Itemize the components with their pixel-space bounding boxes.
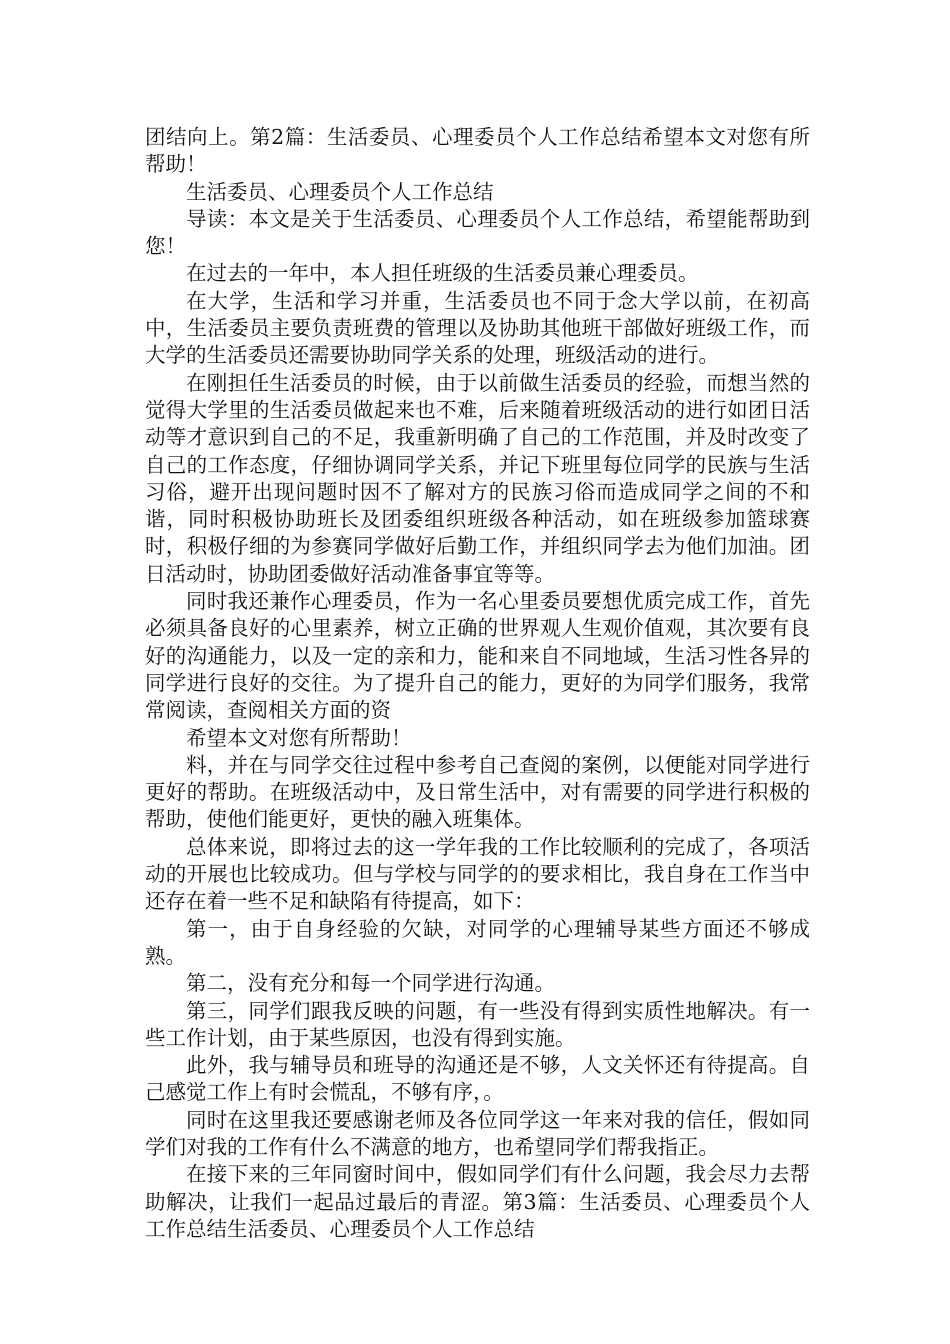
paragraph: 希望本文对您有所帮助！	[186, 725, 412, 750]
paragraph: 此外，我与辅导员和班导的沟通还是不够，人文关怀还有待提高。自己感觉工作上有时会慌乱，不够有序，。	[145, 1053, 810, 1105]
paragraph: 在刚担任生活委员的时候，由于以前做生活委员的经验，而想当然的觉得大学里的生活委员做起来也不难，后来随着班级活动的进行如团日活动等才意识到自己的不足，我重新明确了自己的工作范围，并及时改变了自己的工作态度，仔细协调同学关系，并记下班里每位同学的民族与生活习俗，避开出现问题时因不了解对方的民族习俗而造成同学之间的不和谐，同时积极协助班长及团委组织班级各种活动，如在班级参加篮球赛时，积极仔细的为参赛同学做好后勤工作，并组织同学去为他们加油。团日活动时，协助团委做好活动准备事宜等等。	[145, 370, 810, 586]
paragraph: 导读：本文是关于生活委员、心理委员个人工作总结，希望能帮助到您！	[145, 206, 810, 259]
paragraph: 第二，没有充分和每一个同学进行沟通。	[186, 971, 555, 996]
paragraph: 料，并在与同学交往过程中参考自己查阅的案例，以便能对同学进行更好的帮助。在班级活动中，及日常生活中，对有需要的同学进行积极的帮助，使他们能更好，更快的融入班集体。	[145, 752, 810, 832]
paragraph: 同时我还兼作心理委员，作为一名心里委员要想优质完成工作，首先必须具备良好的心里素养，树立正确的世界观人生观价值观，其次要有良好的沟通能力，以及一定的亲和力，能和来自不同地域，生活习性各异的同学进行良好的交往。为了提升自己的能力，更好的为同学们服务，我常常阅读，查阅相关方面的资	[145, 589, 810, 723]
paragraph: 总体来说，即将过去的这一学年我的工作比较顺利的完成了，各项活动的开展也比较成功。但与学校与同学的的要求相比，我自身在工作当中还存在着一些不足和缺陷有待提高，如下：	[145, 834, 810, 914]
paragraph: 在大学，生活和学习并重，生活委员也不同于念大学以前，在初高中，生活委员主要负责班费的管理以及协助其他班干部做好班级工作，而大学的生活委员还需要协助同学关系的处理，班级活动的进行。	[145, 288, 810, 368]
paragraph: 第一，由于自身经验的欠缺，对同学的心理辅导某些方面还不够成熟。	[145, 916, 810, 968]
paragraph: 团结向上。第2篇：生活委员、心理委员个人工作总结希望本文对您有所帮助！	[145, 125, 810, 177]
document-body	[145, 124, 810, 1243]
paragraph: 第三，同学们跟我反映的问题，有一些没有得到实质性地解决。有一些工作计划，由于某些原因，也没有得到实施。	[145, 998, 810, 1050]
paragraph: 同时在这里我还要感谢老师及各位同学这一年来对我的信任，假如同学们对我的工作有什么不满意的地方，也希望同学们帮我指正。	[145, 1107, 810, 1159]
paragraph: 生活委员、心理委员个人工作总结	[186, 179, 494, 204]
paragraph: 在过去的一年中，本人担任班级的生活委员兼心理委员。	[186, 261, 699, 286]
paragraph: 在接下来的三年同窗时间中，假如同学们有什么问题，我会尽力去帮助解决，让我们一起品过最后的青涩。第3篇：生活委员、心理委员个人工作总结生活委员、心理委员个人工作总结	[145, 1162, 810, 1241]
